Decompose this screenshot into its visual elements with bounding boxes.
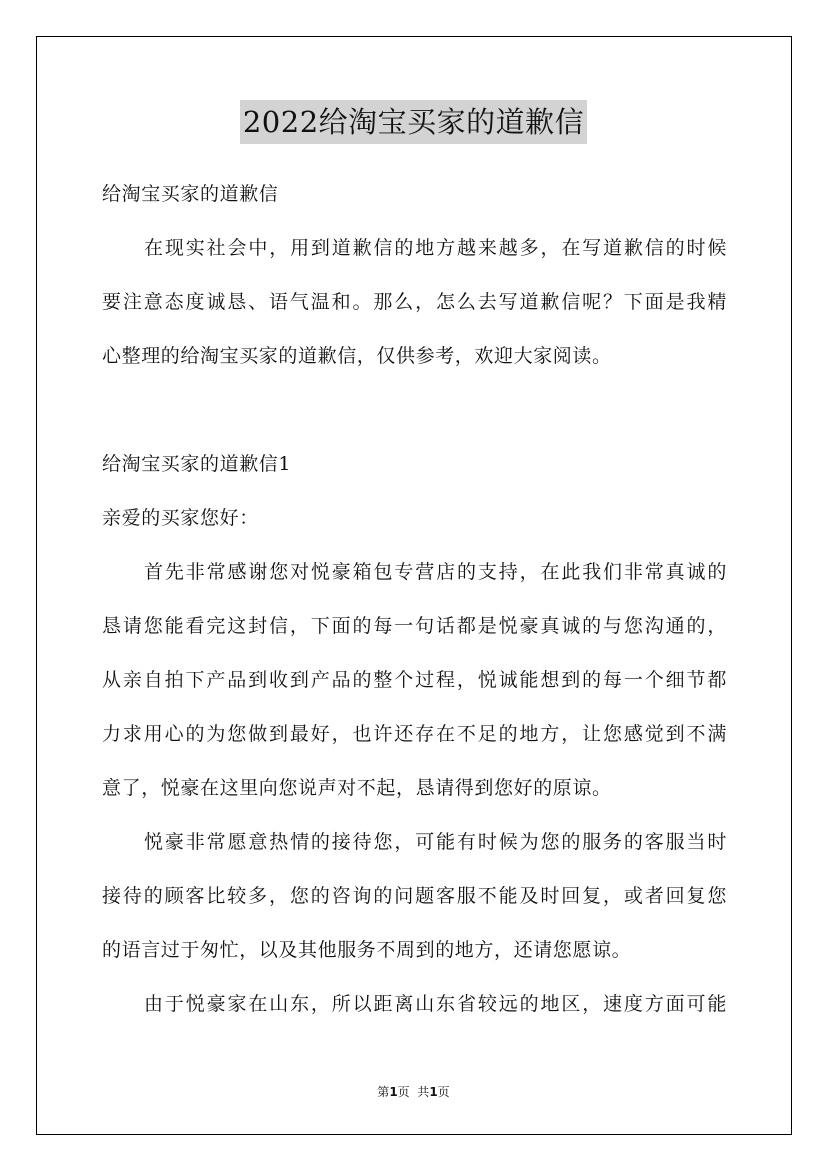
document-title: 2022给淘宝买家的道歉信	[240, 100, 587, 144]
page-footer	[0, 1083, 827, 1100]
section-heading: 给淘宝买家的道歉信	[102, 183, 279, 205]
paragraph-line: 力求用心的为您做到最好，也许还存在不足的地方，让您感觉到不满	[102, 723, 727, 745]
footer-mid: 页 共	[397, 1085, 430, 1099]
page-current-number: 1	[389, 1085, 398, 1099]
footer-suffix: 页	[437, 1085, 450, 1099]
paragraph-line: 从亲自拍下产品到收到产品的整个过程，悦诚能想到的每一个细节都	[102, 669, 727, 691]
paragraph-line: 悦豪非常愿意热情的接待您，可能有时候为您的服务的客服当时	[144, 831, 727, 853]
page-total-number: 1	[429, 1085, 438, 1099]
section-heading: 给淘宝买家的道歉信1	[102, 453, 292, 475]
paragraph-line: 在现实社会中，用到道歉信的地方越来越多，在写道歉信的时候	[144, 237, 727, 259]
paragraph-line: 心整理的给淘宝买家的道歉信，仅供参考，欢迎大家阅读。	[102, 345, 612, 367]
paragraph-line: 首先非常感谢您对悦豪箱包专营店的支持，在此我们非常真诚的	[144, 561, 727, 583]
paragraph-line: 接待的顾客比较多，您的咨询的问题客服不能及时回复，或者回复您	[102, 885, 727, 907]
paragraph-line: 的语言过于匆忙，以及其他服务不周到的地方，还请您愿谅。	[102, 939, 632, 961]
paragraph-line: 恳请您能看完这封信，下面的每一句话都是悦豪真诚的与您沟通的，	[102, 615, 727, 637]
title-container	[0, 100, 827, 144]
paragraph-line: 由于悦豪家在山东，所以距离山东省较远的地区，速度方面可能	[144, 993, 727, 1015]
paragraph-line: 意了，悦豪在这里向您说声对不起，恳请得到您好的原谅。	[102, 777, 612, 799]
paragraph-line: 要注意态度诚恳、语气温和。那么，怎么去写道歉信呢？下面是我精	[102, 291, 727, 313]
salutation: 亲爱的买家您好：	[102, 507, 259, 529]
footer-prefix: 第	[377, 1085, 390, 1099]
